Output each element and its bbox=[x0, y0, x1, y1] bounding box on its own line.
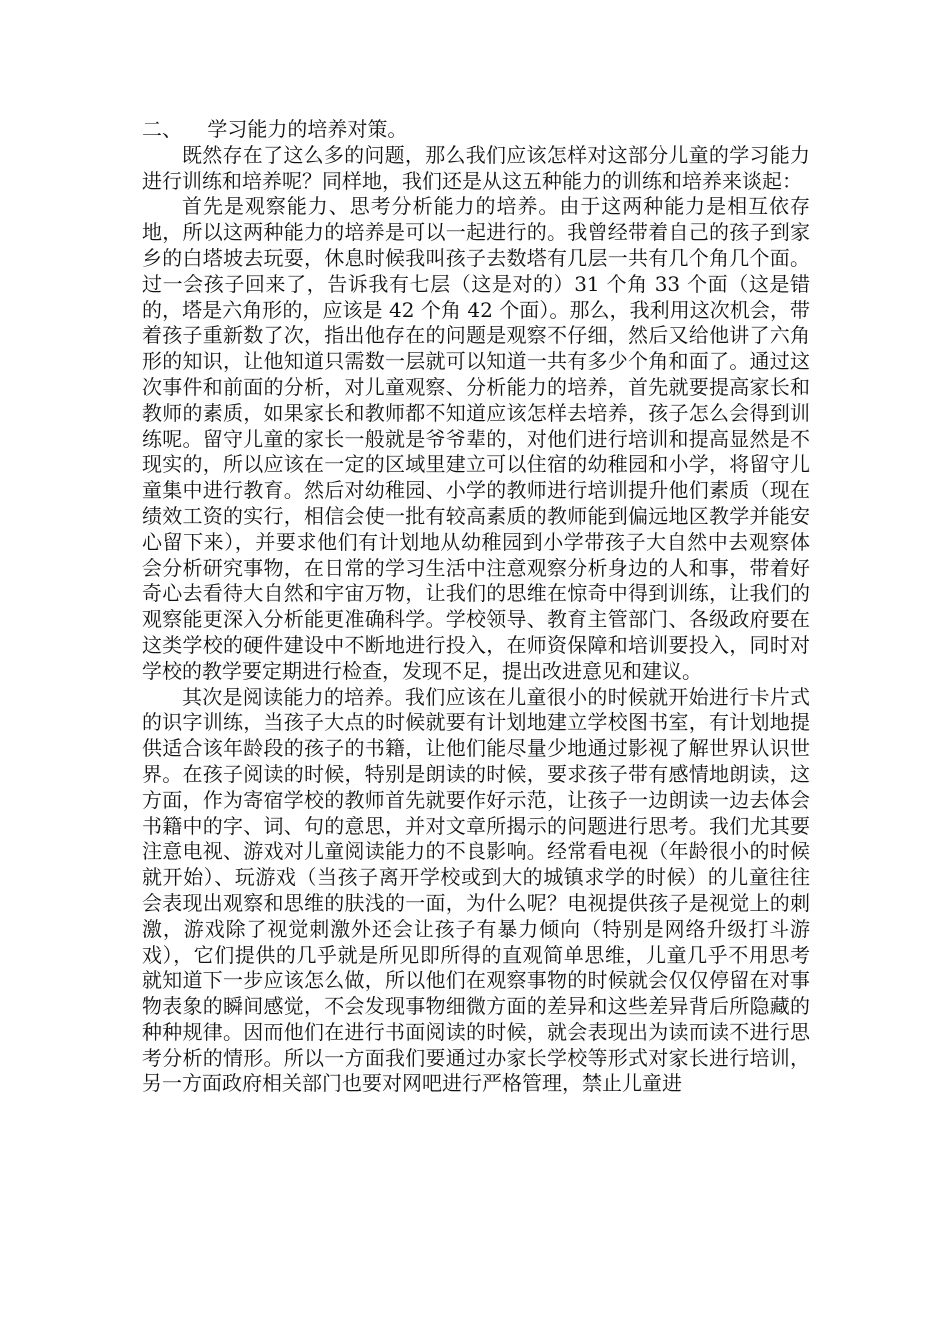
paragraph-intro: 既然存在了这么多的问题，那么我们应该怎样对这部分儿童的学习能力进行训练和培养呢？同样地，我们还是从这五种能力的训练和培养来谈起： bbox=[142, 142, 810, 193]
section-heading: 二、 学习能力的培养对策。 bbox=[142, 117, 408, 141]
paragraph-observation: 首先是观察能力、思考分析能力的培养。由于这两种能力是相互依存地，所以这两种能力的培养是可以一起进行的。我曾经带着自己的孩子到家乡的白塔坡去玩耍，休息时候我叫孩子去数塔有几层一共有几个角几个面。过一会孩子回来了，告诉我有七层（这是对的）31 个角 33 个面（这是错的，塔是六角形的，应该是 42 个角 42 个面）。那么，我利用这次机会，带着孩子重新数了次，指出他存在的问题是观察不仔细，然后又给他讲了六角形的知识，让他知道只需数一层就可以知道一共有多少个角和面了。通过这次事件和前面的分析，对儿童观察、分析能力的培养，首先就要提高家长和教师的素质，如果家长和教师都不知道应该怎样去培养，孩子怎么会得到训练呢。留守儿童的家长一般就是爷爷辈的，对他们进行培训和提高显然是不现实的，所以应该在一定的区域里建立可以住宿的幼稚园和小学，将留守儿童集中进行教育。然后对幼稚园、小学的教师进行培训提升他们素质（现在绩效工资的实行，相信会使一批有较高素质的教师能到偏远地区教学并能安心留下来），并要求他们有计划地从幼稚园到小学带孩子大自然中去观察体会分析研究事物，在日常的学习生活中注意观察分析身边的人和事，带着好奇心去看待大自然和宇宙万物，让我们的思维在惊奇中得到训练，让我们的观察能更深入分析能更准确科学。学校领导、教育主管部门、各级政府要在这类学校的硬件建设中不断地进行投入，在师资保障和培训要投入，同时对学校的教学要定期进行检查，发现不足，提出改进意见和建议。 bbox=[142, 194, 810, 683]
paragraph-reading: 其次是阅读能力的培养。我们应该在儿童很小的时候就开始进行卡片式的识字训练，当孩子大点的时候就要有计划地建立学校图书室，有计划地提供适合该年龄段的孩子的书籍，让他们能尽量少地通过影视了解世界认识世界。在孩子阅读的时候，特别是朗读的时候，要求孩子带有感情地朗读，这方面，作为寄宿学校的教师首先就要作好示范，让孩子一边朗读一边去体会书籍中的字、词、句的意思，并对文章所揭示的问题进行思考。我们尤其要注意电视、游戏对儿童阅读能力的不良影响。经常看电视（年龄很小的时候就开始）、玩游戏（当孩子离开学校或到大的城镇求学的时候）的儿童往往会表现出观察和思维的肤浅的一面，为什么呢？电视提供孩子是视觉上的刺激，游戏除了视觉刺激外还会让孩子有暴力倾向（特别是网络升级打斗游戏），它们提供的几乎就是所见即所得的直观简单思维，儿童几乎不用思考就知道下一步应该怎么做，所以他们在观察事物的时候就会仅仅停留在对事物表象的瞬间感觉，不会发现事物细微方面的差异和这些差异背后所隐藏的种种规律。因而他们在进行书面阅读的时候，就会表现出为读而读不进行思考分析的情形。所以一方面我们要通过办家长学校等形式对家长进行培训，另一方面政府相关部门也要对网吧进行严格管理，禁止儿童进 bbox=[142, 684, 810, 1096]
document-body bbox=[142, 117, 810, 1097]
